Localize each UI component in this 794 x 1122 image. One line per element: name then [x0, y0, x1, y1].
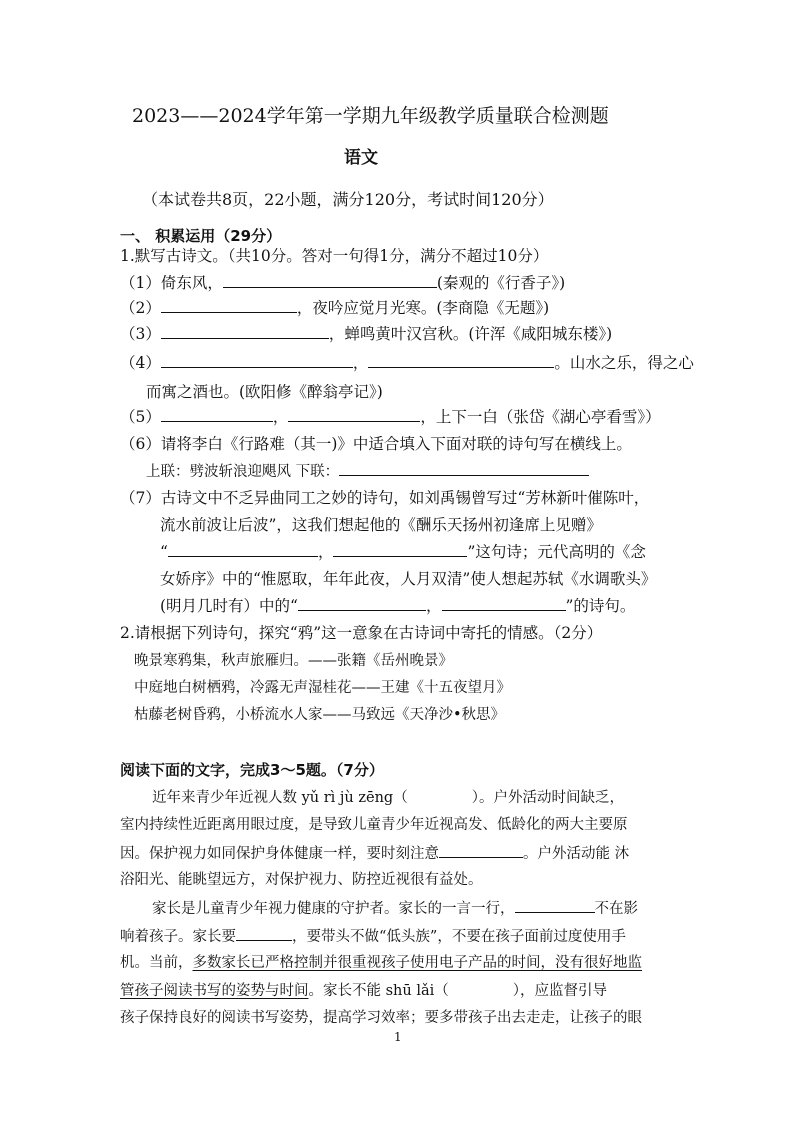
q1-item-6: （6）请将李白《行路难（其一)》中适合填入下面对联的诗句写在横线上。	[120, 435, 632, 453]
reading-p2-line-5: 孩子保持良好的阅读书写姿势，提高学习效率；要多带孩子出去走走，让孩子的眼	[120, 1010, 642, 1026]
q1-item-4-cont: 而寓之酒也。(欧阳修《醉翁亭记》)	[146, 383, 383, 401]
q1-item-4: （4） ， 。山水之乐，得之心	[120, 354, 694, 372]
answer-blank[interactable]	[339, 461, 589, 476]
q1-item-7-line-1: （7）古诗文中不乏异曲同工之妙的诗句，如刘禹锡曾写过“芳林新叶催陈叶，	[120, 489, 650, 507]
reading-p1-line-2: 室内持续性近距离用眼过度，是导致儿童青少年近视高发、低龄化的两大主要原	[120, 817, 628, 833]
page-number: 1	[394, 1030, 402, 1044]
reading-p1-line-3: 因。保护视力如同保护身体健康一样，要时刻注意 。户外活动能 沐	[120, 843, 629, 864]
q1-item-6-couplet: 上联：劈波斩浪迎飓风 下联：	[146, 461, 589, 482]
answer-blank[interactable]	[161, 353, 353, 368]
q1-item-3: （3） ，蝉鸣黄叶汉宫秋。(许浑《咸阳城东楼》)	[120, 325, 613, 343]
reading-heading: 阅读下面的文字，完成3～5题。（7分）	[120, 761, 384, 779]
q1-item-7-line-2: 流水前波让后波”，这我们想起他的《酬乐天扬州初逢席上见赠》	[160, 516, 602, 534]
answer-blank[interactable]	[161, 407, 273, 422]
reading-p2-line-3: 机。当前，多数家长已严格控制并很重视孩子使用电子产品的时间，没有很好地监	[120, 955, 642, 971]
answer-blank[interactable]	[439, 843, 523, 858]
answer-blank[interactable]	[442, 596, 566, 611]
answer-blank[interactable]	[223, 273, 437, 288]
answer-blank[interactable]	[333, 542, 467, 557]
reading-p1-line-1: 近年来青少年近视人数 yǔ rì jù zēng（ ）。户外活动时间缺乏，	[152, 790, 624, 806]
reading-p2-line-2: 响着孩子。家长要 ，要带头不做“低头族”，不要在孩子面前过度使用手	[120, 926, 626, 947]
q2-poem-2: 中庭地白树栖鸦，冷露无声湿桂花——王建《十五夜望月》	[134, 680, 511, 696]
q2-poem-1: 晚景寒鸦集，秋声旅雁归。——张籍《岳州晚景》	[134, 653, 453, 669]
section-heading: 一、 积累运用（29分）	[120, 227, 282, 245]
q1-item-7-line-4: 女娇序》中的“惟愿取，年年此夜，人月双清”使人想起苏轼《水调歌头》	[160, 570, 657, 588]
q1-intro: 1.默写古诗文。（共10分。答对一句得1分，满分不超过10分）	[120, 247, 549, 265]
answer-blank[interactable]	[236, 926, 292, 941]
exam-title: 2023——2024学年第一学期九年级教学质量联合检测题	[132, 105, 609, 127]
answer-blank[interactable]	[168, 542, 318, 557]
q2-poem-3: 枯藤老树昏鸦，小桥流水人家——马致远《天净沙•秋思》	[134, 707, 506, 723]
answer-blank[interactable]	[298, 596, 426, 611]
answer-blank[interactable]	[515, 898, 595, 913]
answer-blank[interactable]	[161, 324, 329, 339]
answer-blank[interactable]	[368, 353, 554, 368]
reading-p1-line-4: 浴阳光、能眺望远方，对保护视力、防控近视很有益处。	[120, 872, 483, 888]
q2-intro: 2.请根据下列诗句，探究“鸦”这一意象在古诗词中寄托的情感。（2分）	[120, 624, 603, 642]
underlined-sentence: 多数家长已严格控制并很重视孩子使用电子产品的时间，没有很好地监	[192, 955, 642, 971]
q1-item-7-line-3: “ ， ”这句诗；元代高明的《念	[160, 543, 646, 561]
q1-item-2: （2） ，夜吟应觉月光寒。(李商隐《无题》)	[120, 299, 550, 317]
q1-item-5: （5） ， ，上下一白（张岱《湖心亭看雪》）	[120, 408, 661, 426]
answer-blank[interactable]	[288, 407, 420, 422]
q1-item-7-line-5: (明月几时有）中的“ ， ”的诗句。	[160, 597, 636, 615]
subject-title: 语文	[344, 148, 378, 168]
reading-p2-line-4: 管孩子阅读书写的姿势与时间。家长不能 shū lǎi（ ），应监督引导	[120, 983, 608, 999]
answer-blank[interactable]	[161, 298, 297, 313]
q1-item-1: （1）倚东风， (秦观的《行香子》)	[120, 274, 566, 292]
exam-note: （本试卷共8页，22小题，满分120分，考试时间120分）	[142, 190, 554, 209]
reading-p2-line-1: 家长是儿童青少年视力健康的守护者。家长的一言一行， 不在影	[152, 898, 638, 919]
underlined-sentence-cont: 管孩子阅读书写的姿势与时间	[120, 983, 309, 999]
